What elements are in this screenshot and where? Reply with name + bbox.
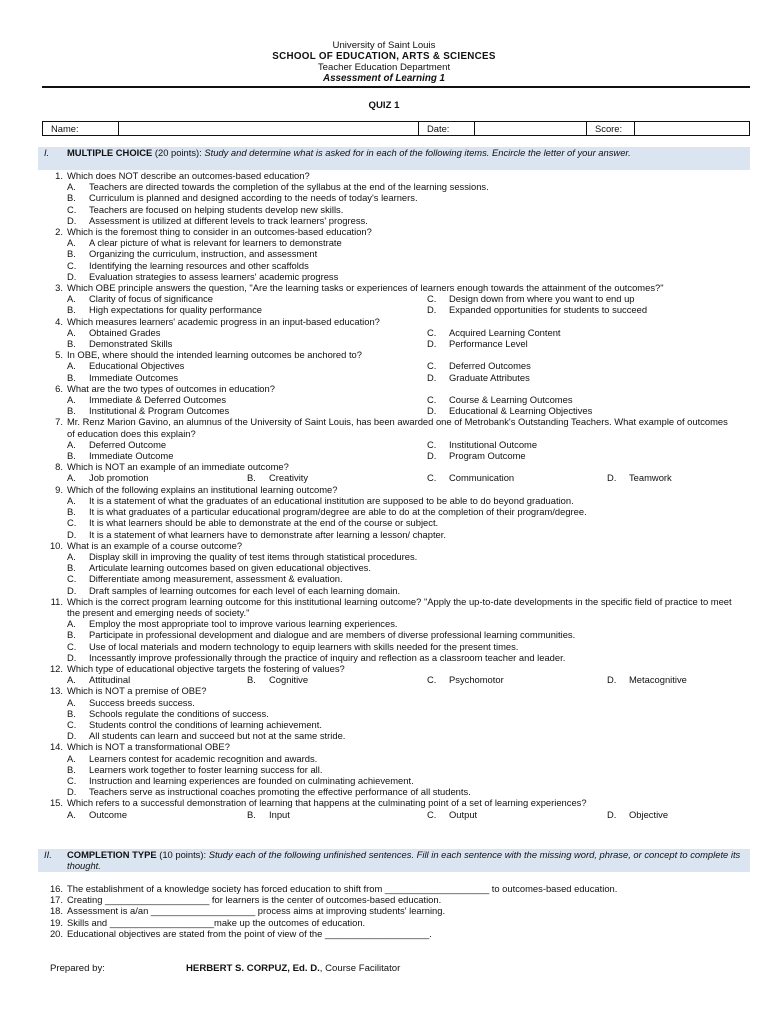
option-letter: C. (67, 640, 77, 652)
option-d[interactable] (427, 450, 768, 461)
option-a[interactable] (67, 293, 427, 304)
option-text: Performance Level (449, 338, 528, 350)
question-number: 1. (55, 170, 63, 181)
question-text: Which of the following explains an institutional learning outcome? (67, 483, 338, 495)
question-number: 5. (55, 349, 63, 361)
section-2-header (38, 849, 750, 872)
option-letter: B. (67, 763, 76, 775)
option-letter: C. (427, 394, 437, 406)
option-text: It is a statement of what the graduates of an educational institution are supposed to be able to do beyond graduation. (89, 494, 574, 506)
option-letter: A. (67, 293, 76, 305)
option-b[interactable] (0, 506, 768, 517)
option-text: Deferred Outcome (89, 438, 167, 450)
option-text: Evaluation strategies to assess learners' academic progress (89, 270, 339, 282)
option-letter: D. (427, 450, 437, 462)
date-label: Date: (419, 122, 475, 136)
option-a[interactable] (0, 753, 768, 764)
option-a[interactable] (67, 472, 247, 483)
option-letter: C. (427, 326, 437, 338)
option-letter: B. (67, 506, 76, 518)
option-letter: B. (67, 304, 76, 316)
option-text: Expanded opportunities for students to succeed (449, 304, 648, 316)
option-letter: D. (67, 786, 77, 798)
option-text: Success breeds success. (89, 696, 195, 708)
option-d[interactable] (427, 405, 768, 416)
option-c[interactable] (427, 439, 768, 450)
completion-item-17 (0, 894, 768, 905)
option-text: Attitudinal (89, 674, 131, 686)
question-text: Which does NOT describe an outcomes-based education? (67, 170, 310, 181)
option-letter: D. (607, 674, 617, 686)
options-grid (0, 809, 768, 820)
option-text: Clarity of focus of significance (89, 293, 214, 305)
question-number: 11. (50, 595, 63, 607)
section-2-title: COMPLETION TYPE (67, 849, 157, 860)
question-15 (0, 797, 768, 808)
completion-item-20 (0, 928, 768, 939)
option-c[interactable] (0, 260, 768, 271)
option-text: Cognitive (269, 674, 309, 686)
option-letter: C. (427, 438, 437, 450)
question-number: 13. (49, 685, 63, 697)
option-d[interactable] (0, 730, 768, 741)
option-text: Curriculum is planned and designed according to the needs of today's learners. (89, 192, 418, 204)
option-text: A clear picture of what is relevant for learners to demonstrate (89, 237, 342, 249)
option-b[interactable] (0, 562, 768, 573)
question-12 (0, 663, 768, 674)
option-text: Psychomotor (449, 674, 504, 686)
option-c[interactable] (0, 775, 768, 786)
option-text: Demonstrated Skills (89, 338, 173, 350)
option-letter: B. (67, 371, 76, 383)
question-text: Which is NOT a transformational OBE? (67, 741, 230, 753)
completion-item-18 (0, 905, 768, 916)
question-1 (0, 170, 768, 181)
question-number: 17. (49, 894, 63, 906)
option-letter: B. (247, 674, 256, 686)
question-text: Which OBE principle answers the question, "Are the learning tasks or experiences of learners enough towards the attainment of the outcomes?" (67, 282, 664, 294)
option-a[interactable] (0, 551, 768, 562)
option-text: Output (449, 808, 478, 820)
options-grid (0, 394, 768, 416)
option-letter: A. (67, 494, 76, 506)
option-text: Instruction and learning experiences are founded on culminating achievement. (89, 774, 414, 786)
option-c[interactable] (427, 674, 607, 685)
option-b[interactable] (247, 472, 427, 483)
option-a[interactable] (0, 495, 768, 506)
option-letter: A. (67, 237, 76, 249)
score-field[interactable] (635, 122, 750, 136)
option-text: Display skill in improving the quality of test items through statistical procedures. (89, 550, 418, 562)
option-b[interactable] (67, 338, 427, 349)
option-b[interactable] (0, 248, 768, 259)
name-label: Name: (43, 122, 119, 136)
option-text: Educational Objectives (89, 360, 185, 372)
option-a[interactable] (0, 237, 768, 248)
option-letter: A. (67, 472, 76, 484)
option-text: Identifying the learning resources and other scaffolds (89, 259, 309, 271)
option-text: Outcome (89, 808, 128, 820)
question-number: 8. (55, 461, 63, 473)
option-letter: A. (67, 438, 76, 450)
question-number: 6. (55, 382, 63, 394)
question-text: In OBE, where should the intended learning outcomes be anchored to? (67, 349, 362, 361)
option-a[interactable] (67, 360, 427, 371)
course-title: Assessment of Learning 1 (323, 73, 445, 84)
option-text: Learners work together to foster learning success for all. (89, 763, 323, 775)
school-name: SCHOOL OF EDUCATION, ARTS & SCIENCES (272, 51, 496, 62)
option-letter: A. (67, 360, 76, 372)
completion-item-16 (0, 883, 768, 894)
question-text: Mr. Renz Marion Gavino, an alumnus of the University of Saint Louis, has been awarded one of Metrobank's Outstanding Teachers. What example of outcomes of education does this explain? (67, 416, 728, 439)
option-b[interactable] (247, 809, 427, 820)
multiple-choice-list (0, 170, 768, 820)
document-header (0, 40, 768, 84)
question-3 (0, 282, 768, 293)
option-b[interactable] (67, 372, 427, 383)
option-letter: A. (67, 394, 76, 406)
option-c[interactable] (0, 719, 768, 730)
question-text: Creating ____________________ for learners is the center of outcomes-based education. (67, 894, 442, 906)
question-text: Which type of educational objective targets the fostering of values? (67, 662, 345, 674)
option-b[interactable] (0, 764, 768, 775)
section-2-instructions: Study each of the following unfinished sentences. Fill in each sentence with the missing word, phrase, or concept to complete its thought. (67, 849, 741, 872)
option-letter: D. (427, 304, 437, 316)
option-text: Communication (449, 472, 515, 484)
option-text: Job promotion (89, 472, 149, 484)
question-2 (0, 226, 768, 237)
option-c[interactable] (0, 641, 768, 652)
option-text: Schools regulate the conditions of success. (89, 707, 269, 719)
question-text: Which is the correct program learning outcome for this institutional learning outcome? "Apply the up-to-date developments in the specific field of practice to meet the present and emerging needs of society." (67, 595, 732, 618)
option-letter: D. (427, 371, 437, 383)
completion-list (0, 883, 768, 939)
option-a[interactable] (67, 439, 427, 450)
option-letter: D. (67, 528, 77, 540)
option-letter: B. (247, 808, 256, 820)
option-text: Metacognitive (629, 674, 687, 686)
option-letter: D. (427, 405, 437, 417)
option-text: Immediate Outcome (89, 450, 174, 462)
option-text: Course & Learning Outcomes (449, 394, 573, 406)
option-text: Institutional & Program Outcomes (89, 405, 230, 417)
facilitator (186, 963, 400, 974)
option-a[interactable] (0, 697, 768, 708)
option-letter: D. (67, 270, 77, 282)
section-1-header (38, 147, 750, 170)
option-letter: C. (67, 774, 77, 786)
section-1-instructions: Study and determine what is asked for in each of the following items. Encircle the letter of your answer. (204, 147, 631, 158)
option-c[interactable] (0, 517, 768, 528)
option-b[interactable] (67, 304, 427, 315)
option-letter: C. (67, 517, 77, 529)
option-letter: C. (427, 808, 437, 820)
option-text: It is what graduates of a particular educational program/degree are able to do at the completion of their program/degree. (89, 506, 587, 518)
option-b[interactable] (0, 708, 768, 719)
option-text: Use of local materials and modern technology to equip learners with skills needed for the present times. (89, 640, 519, 652)
option-text: Graduate Attributes (449, 371, 530, 383)
option-letter: C. (67, 203, 77, 215)
question-number: 7. (55, 416, 63, 428)
department-name: Teacher Education Department (317, 62, 451, 73)
question-number: 3. (55, 282, 63, 294)
option-letter: A. (67, 696, 76, 708)
option-d[interactable] (0, 215, 768, 226)
option-c[interactable] (427, 472, 607, 483)
prepared-by-label: Prepared by: (50, 963, 105, 974)
option-text: All students can learn and succeed but not at the same stride. (89, 730, 346, 742)
question-number: 15. (49, 797, 63, 809)
option-text: Differentiate among measurement, assessment & evaluation. (89, 573, 343, 585)
question-text: Which refers to a successful demonstration of learning that happens at the culminating point of a set of learning experiences? (67, 797, 587, 809)
section-1-numeral: I. (44, 147, 50, 158)
option-letter: C. (67, 259, 77, 271)
option-letter: C. (427, 360, 437, 372)
option-letter: A. (67, 752, 76, 764)
option-a[interactable] (67, 809, 247, 820)
question-8 (0, 461, 768, 472)
question-number: 2. (55, 226, 63, 238)
question-number: 20. (49, 927, 63, 939)
option-text: Creativity (269, 472, 309, 484)
option-letter: A. (67, 618, 76, 630)
option-d[interactable] (0, 271, 768, 282)
option-letter: B. (67, 629, 76, 641)
question-text: The establishment of a knowledge society has forced education to shift from ____________________ to outcomes-based education. (67, 883, 618, 894)
option-c[interactable] (427, 394, 768, 405)
option-c[interactable] (427, 809, 607, 820)
option-a[interactable] (0, 618, 768, 629)
option-letter: D. (67, 730, 77, 742)
option-text: Assessment is utilized at different levels to track learners' progress. (89, 214, 368, 226)
question-6 (0, 383, 768, 394)
question-text: Educational objectives are stated from the point of view of the ____________________. (67, 927, 432, 939)
option-letter: A. (67, 181, 76, 193)
option-text: Deferred Outcomes (449, 360, 531, 372)
option-text: Organizing the curriculum, instruction, and assessment (89, 248, 318, 260)
option-text: Employ the most appropriate tool to improve various learning experiences. (89, 618, 398, 630)
question-number: 9. (55, 483, 63, 495)
option-text: Teachers are directed towards the completion of the syllabus at the end of the learning sessions. (89, 181, 489, 193)
question-14 (0, 741, 768, 752)
question-number: 18. (49, 905, 63, 917)
option-d[interactable] (607, 809, 768, 820)
option-c[interactable] (427, 327, 768, 338)
option-letter: C. (67, 718, 77, 730)
question-text: Which measures learners' academic progress in an input-based education? (67, 315, 380, 327)
question-text: What are the two types of outcomes in education? (67, 382, 275, 394)
option-text: Educational & Learning Objectives (449, 405, 593, 417)
facilitator-role: , Course Facilitator (319, 963, 401, 974)
section-1-title: MULTIPLE CHOICE (67, 147, 153, 158)
option-text: It is a statement of what learners have to demonstrate after learning a lesson/ chapter. (89, 528, 446, 540)
option-letter: C. (427, 472, 437, 484)
option-text: Design down from where you want to end up (449, 293, 635, 305)
question-number: 12. (49, 662, 63, 674)
option-a[interactable] (67, 674, 247, 685)
option-letter: D. (67, 214, 77, 226)
option-letter: B. (247, 472, 256, 484)
option-c[interactable] (427, 293, 768, 304)
option-letter: A. (67, 674, 76, 686)
options-grid (0, 472, 768, 483)
question-number: 10. (49, 539, 63, 551)
question-13 (0, 685, 768, 696)
option-letter: B. (67, 562, 76, 574)
option-c[interactable] (0, 573, 768, 584)
option-text: Teachers serve as instructional coaches promoting the effective performance of all students. (89, 786, 471, 798)
option-d[interactable] (0, 786, 768, 797)
option-letter: C. (67, 573, 77, 585)
option-b[interactable] (0, 629, 768, 640)
options-grid (0, 293, 768, 315)
option-d[interactable] (427, 338, 768, 349)
option-b[interactable] (0, 192, 768, 203)
option-b[interactable] (67, 405, 427, 416)
option-text: Program Outcome (449, 450, 526, 462)
question-number: 16. (49, 883, 63, 894)
question-number: 19. (49, 916, 63, 928)
option-d[interactable] (0, 652, 768, 663)
question-text: Which is NOT a premise of OBE? (67, 685, 207, 697)
option-a[interactable] (67, 394, 427, 405)
option-text: Students control the conditions of learning achievement. (89, 718, 322, 730)
option-c[interactable] (0, 204, 768, 215)
section-2-points: (10 points): (156, 849, 209, 860)
header-divider (42, 86, 750, 88)
option-b[interactable] (67, 450, 427, 461)
option-a[interactable] (0, 181, 768, 192)
option-text: High expectations for quality performance (89, 304, 263, 316)
question-number: 4. (55, 315, 63, 327)
options-grid (0, 327, 768, 349)
quiz-title: QUIZ 1 (368, 100, 400, 111)
option-letter: D. (607, 808, 617, 820)
option-letter: B. (67, 192, 76, 204)
option-text: Incessantly improve professionally through the practice of inquiry and reflection as a classroom teacher and leader. (89, 651, 566, 663)
option-text: Draft samples of learning outcomes for each level of each learning domain. (89, 584, 401, 596)
option-letter: D. (67, 651, 77, 663)
option-text: Obtained Grades (89, 326, 161, 338)
option-d[interactable] (427, 304, 768, 315)
option-text: Immediate & Deferred Outcomes (89, 394, 227, 406)
question-text: What is an example of a course outcome? (67, 539, 243, 551)
question-7 (0, 416, 768, 438)
score-label: Score: (587, 122, 635, 136)
option-text: Immediate Outcomes (89, 371, 179, 383)
options-grid (0, 360, 768, 382)
option-text: Learners contest for academic recognition and awards. (89, 752, 318, 764)
question-text: Which is NOT an example of an immediate outcome? (67, 461, 289, 473)
section-1-points: (20 points): (152, 147, 205, 158)
option-b[interactable] (247, 674, 427, 685)
option-letter: B. (67, 405, 76, 417)
option-letter: B. (67, 707, 76, 719)
option-letter: B. (67, 338, 76, 350)
options-grid (0, 674, 768, 685)
question-11 (0, 596, 768, 618)
option-text: Teachers are focused on helping students develop new skills. (89, 203, 344, 215)
student-info-table (42, 121, 750, 136)
option-text: It is what learners should be able to demonstrate at the end of the course or subject. (89, 517, 439, 529)
question-5 (0, 349, 768, 360)
option-text: Objective (629, 808, 669, 820)
option-text: Teamwork (629, 472, 672, 484)
option-d[interactable] (0, 529, 768, 540)
option-a[interactable] (67, 327, 427, 338)
option-text: Institutional Outcome (449, 438, 538, 450)
option-text: Participate in professional development and dialogue and are members of diverse professional learning communities. (89, 629, 576, 641)
option-d[interactable] (0, 585, 768, 596)
question-text: Assessment is a/an ____________________ process aims at improving students' learning. (67, 905, 446, 917)
option-letter: C. (427, 674, 437, 686)
option-text: Input (269, 808, 290, 820)
option-letter: A. (67, 550, 76, 562)
option-letter: C. (427, 293, 437, 305)
facilitator-name: HERBERT S. CORPUZ, Ed. D. (186, 963, 320, 974)
option-d[interactable] (607, 472, 768, 483)
option-d[interactable] (607, 674, 768, 685)
options-grid (0, 439, 768, 461)
question-text: Skills and ____________________make up the outcomes of education. (67, 916, 366, 928)
option-c[interactable] (427, 360, 768, 371)
option-letter: A. (67, 326, 76, 338)
name-field[interactable] (119, 122, 419, 136)
question-number: 14. (49, 741, 63, 753)
section-2-numeral: II. (44, 849, 52, 860)
option-letter: D. (427, 338, 437, 350)
option-d[interactable] (427, 372, 768, 383)
option-text: Acquired Learning Content (449, 326, 561, 338)
option-letter: B. (67, 248, 76, 260)
question-9 (0, 484, 768, 495)
option-letter: D. (67, 584, 77, 596)
university-name: University of Saint Louis (332, 40, 436, 51)
option-text: Articulate learning outcomes based on given educational objectives. (89, 562, 371, 574)
option-letter: B. (67, 450, 76, 462)
option-letter: A. (67, 808, 76, 820)
date-field[interactable] (475, 122, 587, 136)
question-10 (0, 540, 768, 551)
completion-item-19 (0, 917, 768, 928)
option-letter: D. (607, 472, 617, 484)
question-4 (0, 316, 768, 327)
question-text: Which is the foremost thing to consider in an outcomes-based education? (67, 226, 372, 238)
